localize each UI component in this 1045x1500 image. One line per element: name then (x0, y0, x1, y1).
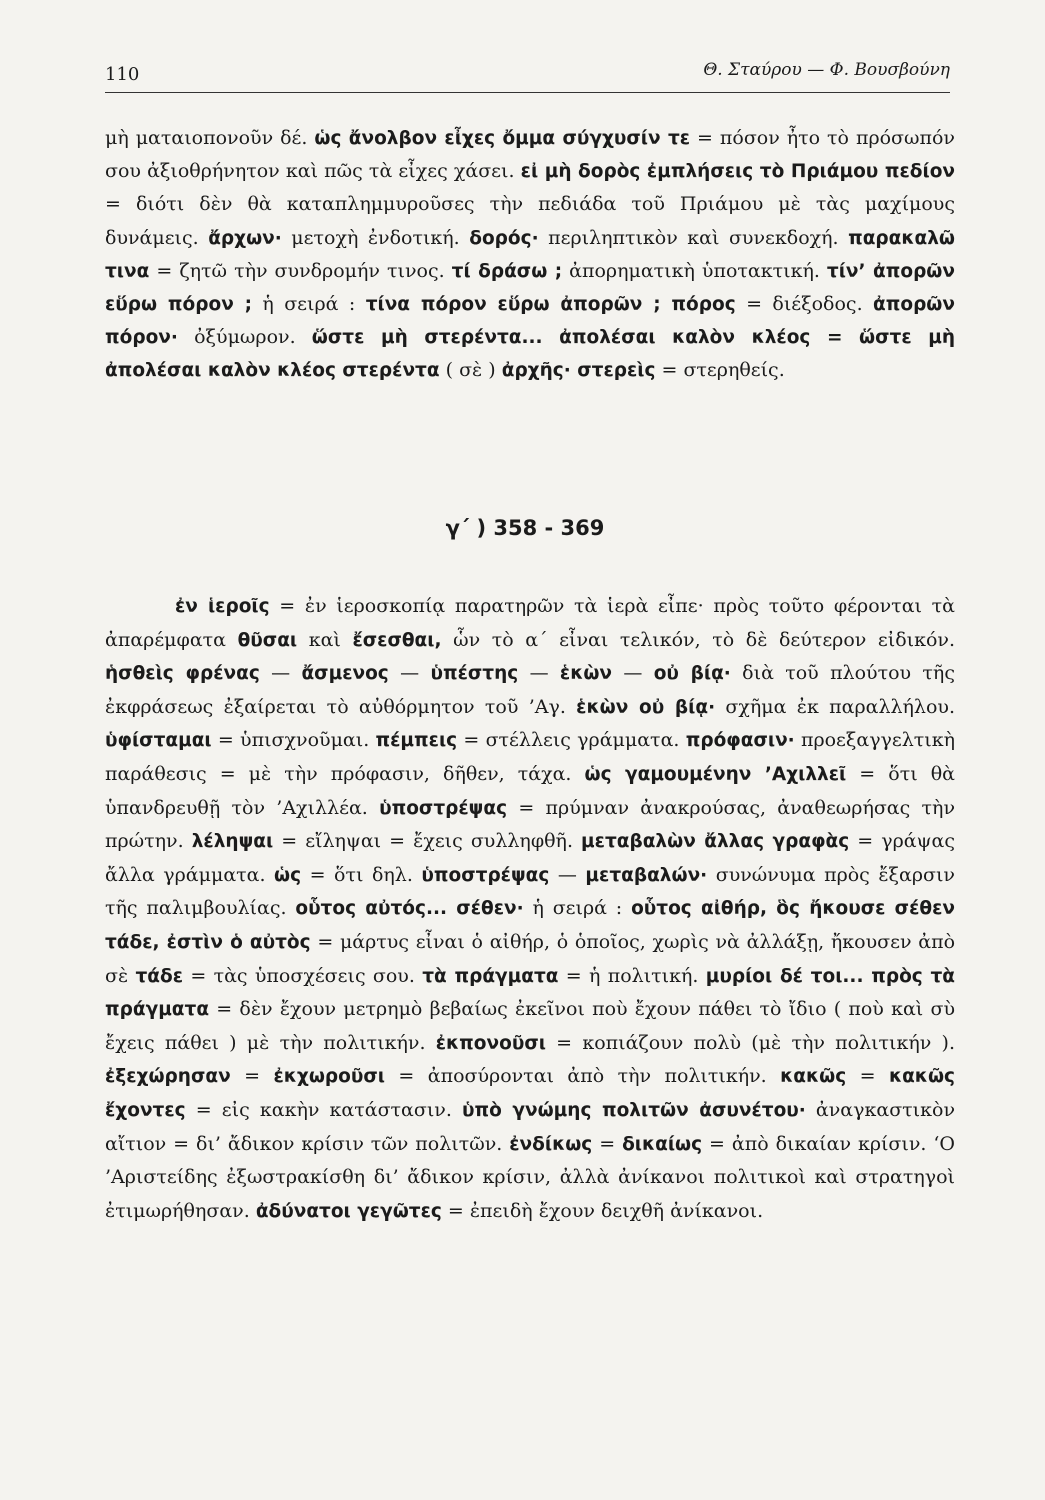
commentary-text: = στερηθείς. (655, 359, 785, 382)
commentary-text: ἡ σειρά : (523, 897, 632, 920)
lemma-term: ἐκπονοῦσι (435, 1032, 546, 1054)
lemma-term: τὰ πράγματα (422, 965, 559, 987)
commentary-text: = (230, 1065, 274, 1088)
lemma-term: πέμπεις (375, 730, 458, 752)
commentary-text: = (592, 1132, 623, 1155)
commentary-text: = ὅτι θὰ ὑπανδρευθῇ τὸν ’Αχιλλέα. (105, 762, 955, 819)
commentary-text: = δὲν ἔχουν μετρημὸ βεβαίως ἐκεῖνοι ποὺ ἔχουν πάθει τὸ ἴδιο ( ποὺ καὶ σὺ ἔχεις πάθει ) μὲ τὴν πολιτικήν. (105, 998, 955, 1054)
lemma-term: δορός· (469, 227, 539, 249)
lemma-term: οὐ βίᾳ· (653, 663, 731, 685)
lemma-term: κακῶς (780, 1066, 847, 1088)
lemma-term: = ὥστε μὴ ἀπολέσαι καλὸν κλέος στερέντα (105, 327, 955, 382)
commentary-text: ἡ σειρά : (252, 293, 366, 316)
lemma-term: μεταβαλών· (585, 864, 708, 886)
commentary-text: = ἐπειδὴ ἔχουν δειχθῆ ἀνίκανοι. (441, 1199, 764, 1222)
commentary-text: ὧν τὸ α΄ εἶναι τελικόν, τὸ δὲ δεύτερον εἰδικόν. (441, 628, 955, 651)
lemma-term: πρόφασιν· (685, 730, 795, 752)
lemma-term: ἄρχων· (208, 227, 282, 249)
lemma-term: τίνα πόρον εὕρω ἀπορῶν ; πόρος (365, 294, 736, 316)
paragraph-1-text (105, 122, 955, 388)
commentary-text: ( σὲ ) (439, 359, 502, 382)
commentary-text: = ἐν ἱεροσκοπίᾳ παρατηρῶν τὰ ἱερὰ εἶπε· πρὸς τοῦτο φέρονται τὰ ἀπαρέμφατα (105, 595, 955, 651)
commentary-text: περιληπτικὸν καὶ συνεκδοχή. (538, 226, 849, 249)
lemma-term: ὑπέστης (430, 663, 519, 685)
commentary-text: καὶ (297, 628, 353, 651)
lemma-term: παρακαλῶ τινα (105, 227, 956, 282)
commentary-text: = εἴληψαι = ἔχεις συλληφθῆ. (273, 830, 582, 853)
commentary-text: μὴ ματαιοπονοῦν δέ. (105, 127, 315, 149)
commentary-text: = ζητῶ τὴν συνδρομήν τινος. (149, 259, 452, 282)
lemma-term: λέληψαι (191, 831, 274, 853)
lemma-term: ἄσμενος (301, 663, 389, 685)
lemma-term: ἀδύνατοι γεγῶτες (255, 1200, 442, 1222)
section-heading: γ΄ ) 358 - 369 (445, 516, 605, 540)
paragraph-2 (105, 590, 955, 1228)
page-number: 110 (105, 64, 140, 85)
paragraph-2-text (105, 590, 955, 1228)
commentary-text: = μάρτυς εἶναι ὁ αἰθήρ, ὁ ὁποῖος, χωρὶς νὰ ἀλλάξῃ, ἤκουσεν ἀπὸ σὲ (105, 930, 956, 987)
lemma-term: οὗτος αὐτός... σέθεν· (295, 898, 524, 920)
commentary-text: = (846, 1065, 889, 1088)
commentary-text: προεξαγγελτικὴ παράθεσις = μὲ τὴν πρόφασιν, δῆθεν, τάχα. (105, 729, 956, 785)
commentary-text: — (518, 662, 560, 685)
commentary-text: = ἡ πολιτική. (558, 964, 706, 987)
commentary-text: = διέξοδος. (735, 293, 874, 316)
commentary-text: μετοχὴ ἐνδοτική. (281, 226, 470, 249)
lemma-term: ὡς γαμουμένην ’Αχιλλεῖ (584, 763, 847, 785)
lemma-term: τί δράσω ; (451, 260, 563, 282)
commentary-text: ἀπορηματικὴ ὑποτακτική. (562, 259, 827, 282)
commentary-text: συνώνυμα πρὸς ἔξαρσιν τῆς παλιμβουλίας. (105, 863, 955, 920)
lemma-term: μυρίοι δέ τοι... πρὸς τὰ πράγματα (105, 965, 955, 1021)
commentary-text: = τὰς ὑποσχέσεις σου. (183, 964, 423, 987)
commentary-text: — (259, 662, 302, 685)
lemma-term: τάδε (135, 965, 184, 987)
commentary-text: ὀξύμωρον. (177, 326, 312, 349)
commentary-text: — (549, 863, 586, 886)
lemma-term: ὥστε μὴ στερέντα... ἀπολέσαι καλὸν κλέος (311, 327, 811, 349)
commentary-text: = ἀποσύρονται ἀπὸ τὴν πολιτικήν. (384, 1065, 781, 1088)
commentary-text: διὰ τοῦ πλούτου τῆς ἐκφράσεως ἐξαίρεται τὸ αὐθόρμητον τοῦ ’Αγ. (105, 662, 955, 718)
commentary-text: = στέλλεις γράμματα. (457, 729, 686, 752)
lemma-term: μεταβαλὼν ἄλλας γραφὰς (581, 831, 850, 853)
commentary-text: — (612, 662, 654, 685)
lemma-term: ὡς (274, 864, 302, 886)
lemma-term: κακῶς ἔχοντες (105, 1066, 955, 1121)
commentary-text: — (388, 662, 431, 685)
lemma-term: ἀρχῆς· στερεὶς (501, 360, 656, 382)
lemma-term: ὡς ἄνολβον εἶχες ὄμμα σύγχυσίν τε (314, 128, 691, 149)
lemma-term: ὑποστρέψας (379, 797, 508, 819)
lemma-term: ἐν ἱεροῖς (175, 596, 270, 617)
commentary-text: = πόσον ἦτο τὸ πρόσωπόν σου ἀξιοθρήνητον καὶ πῶς τὰ εἶχες χάσει. (105, 127, 955, 183)
lemma-term: οὗτος αἰθήρ, ὃς ἤκουσε σέθεν τάδε, ἐστὶν ὁ αὐτὸς (105, 898, 955, 953)
commentary-text: σχῆμα ἐκ παραλλήλου. (715, 695, 955, 718)
lemma-term: τίν’ ἀπορῶν εὕρω πόρον ; (105, 260, 955, 316)
commentary-text: = ὅτι δηλ. (301, 863, 422, 886)
commentary-text: = ὑπισχνοῦμαι. (211, 729, 376, 752)
commentary-text: = ἀπὸ δικαίαν κρίσιν. ‘Ο ’Αριστείδης ἐξωστρακίσθη δι’ ἄδικον κρίσιν, ἀλλὰ ἀνίκανοι πολιτικοὶ καὶ στρατηγοὶ ἐτιμωρήθησαν. (105, 1132, 955, 1222)
lemma-term: ἑκὼν (559, 663, 613, 685)
lemma-term: ὑποστρέψας (421, 864, 550, 886)
lemma-term: ἑκὼν οὐ βίᾳ· (576, 696, 716, 718)
commentary-text: = κοπιάζουν πολὺ (μὲ τὴν πολιτικήν ). (545, 1031, 955, 1054)
lemma-term: ἡσθεὶς φρένας (105, 663, 260, 685)
lemma-term: ἔσεσθαι, (352, 629, 442, 651)
commentary-text: ἀναγκαστικὸν αἴτιον = δι’ ἄδικον κρίσιν τῶν πολιτῶν. (105, 1098, 955, 1155)
commentary-text: = πρύμναν ἀνακρούσας, ἀναθεωρήσας τὴν πρώτην. (105, 796, 955, 853)
lemma-term: ἀπορῶν πόρον· (105, 294, 955, 349)
paragraph-1 (105, 122, 955, 388)
lemma-term: εἰ μὴ δορὸς ἐμπλήσεις τὸ Πριάμου πεδίον (520, 161, 956, 183)
lemma-term: ὑφίσταμαι (105, 730, 212, 752)
lemma-term: ὑπὸ γνώμης πολιτῶν ἀσυνέτου· (462, 1099, 806, 1121)
lemma-term: ἐκχωροῦσι (273, 1066, 385, 1088)
commentary-text: = εἰς κακὴν κατάστασιν. (185, 1098, 463, 1121)
lemma-term: ἐνδίκως (509, 1133, 593, 1155)
lemma-term: δικαίως (622, 1133, 703, 1155)
commentary-text: = γράψας ἄλλα γράμματα. (105, 830, 955, 886)
lemma-term: ἐξεχώρησαν (105, 1066, 231, 1088)
lemma-term: θῦσαι (237, 629, 298, 651)
running-head: Θ. Σταύρου — Φ. Βουσβούνη (703, 60, 950, 80)
page-header (105, 52, 950, 93)
commentary-text: = διότι δὲν θὰ καταπλημμυροῦσες τὴν πεδιάδα τοῦ Πριάμου μὲ τὰς μαχίμους δυνάμεις. (105, 193, 955, 249)
